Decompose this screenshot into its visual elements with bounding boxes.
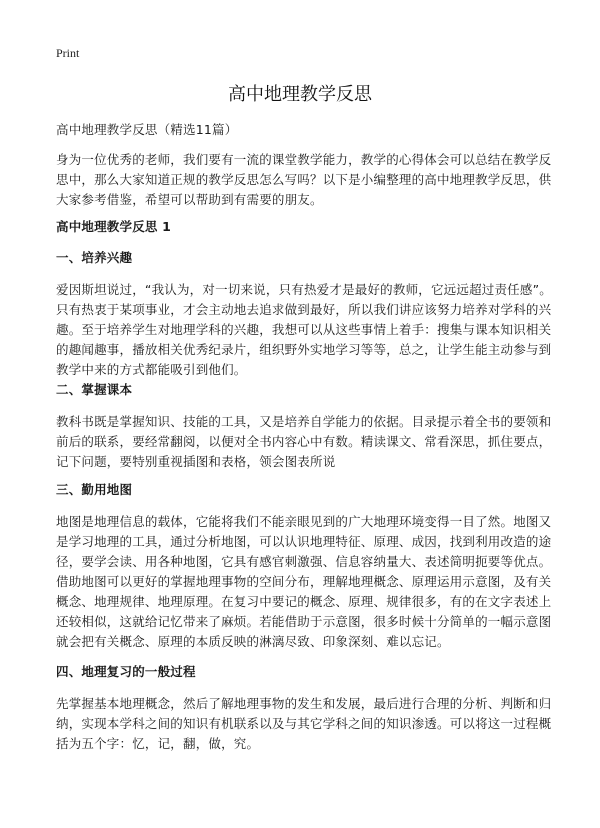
section-heading-interest: 一、培养兴趣: [56, 250, 133, 265]
section-body-interest: 爱因斯坦说过，“我认为，对一切来说，只有热爱才是最好的教师，它远远超过责任感”。只有热衷于某项事业，才会主动地去追求做到最好，所以我们讲应该努力培养对学科的兴趣。至于培养学生对地理学科的兴趣，我想可以从这些事情上着手：搜集与课本知识相关的趣闻趣事，播放相关优秀纪录片，组织野外实地学习等等，总之，让学生能主动参与到教学中来的方式都能吸引到他们。: [56, 282, 552, 377]
section-heading-textbook: 二、掌握课本: [56, 382, 133, 397]
article-heading: 高中地理教学反思 1: [56, 219, 172, 234]
section-body-review-process: 先掌握基本地理概念，然后了解地理事物的发生和发展，最后进行合理的分析、判断和归纳，实现本学科之间的知识有机联系以及与其它学科之间的知识渗透。可以将这一过程概括为五个字：忆，记，翻，做，究。: [56, 696, 552, 751]
intro-paragraph: 身为一位优秀的老师，我们要有一流的课堂教学能力，教学的心得体会可以总结在教学反思中，那么大家知道正规的教学反思怎么写吗？以下是小编整理的高中地理教学反思，供大家参考借鉴，希望可以帮助到有需要的朋友。: [56, 152, 552, 207]
section-body-textbook: 教科书既是掌握知识、技能的工具，又是培养自学能力的依据。目录提示着全书的要领和前后的联系，要经常翻阅，以便对全书内容心中有数。精读课文、常看深思，抓住要点，记下问题，要特别重视插图和表格，领会图表所说: [56, 414, 552, 469]
section-heading-maps: 三、勤用地图: [56, 482, 133, 497]
print-label: Print: [56, 46, 80, 60]
section-body-maps: 地图是地理信息的载体，它能将我们不能亲眼见到的广大地理环境变得一目了然。地图又是学习地理的工具，通过分析地图，可以认识地理特征、原理、成因，找到利用改造的途径，要学会读、用各种地图，它具有感官刺激强、信息容纳量大、表述简明扼要等优点。借助地图可以更好的掌握地理事物的空间分布，理解地理概念、原理运用示意图，及有关概念、地理规律、地理原理。在复习中要记的概念、原理、规律很多，有的在文字表述上还较相似，这就给记忆带来了麻烦。若能借助于示意图，很多时候十分简单的一幅示意图就会把有关概念、原理的本质反映的淋漓尽致、印象深刻、难以忘记。: [56, 514, 552, 649]
document-title: 高中地理教学反思: [228, 84, 372, 105]
document-subtitle: 高中地理教学反思（精选11篇）: [56, 122, 238, 137]
section-heading-review-process: 四、地理复习的一般过程: [56, 664, 196, 679]
